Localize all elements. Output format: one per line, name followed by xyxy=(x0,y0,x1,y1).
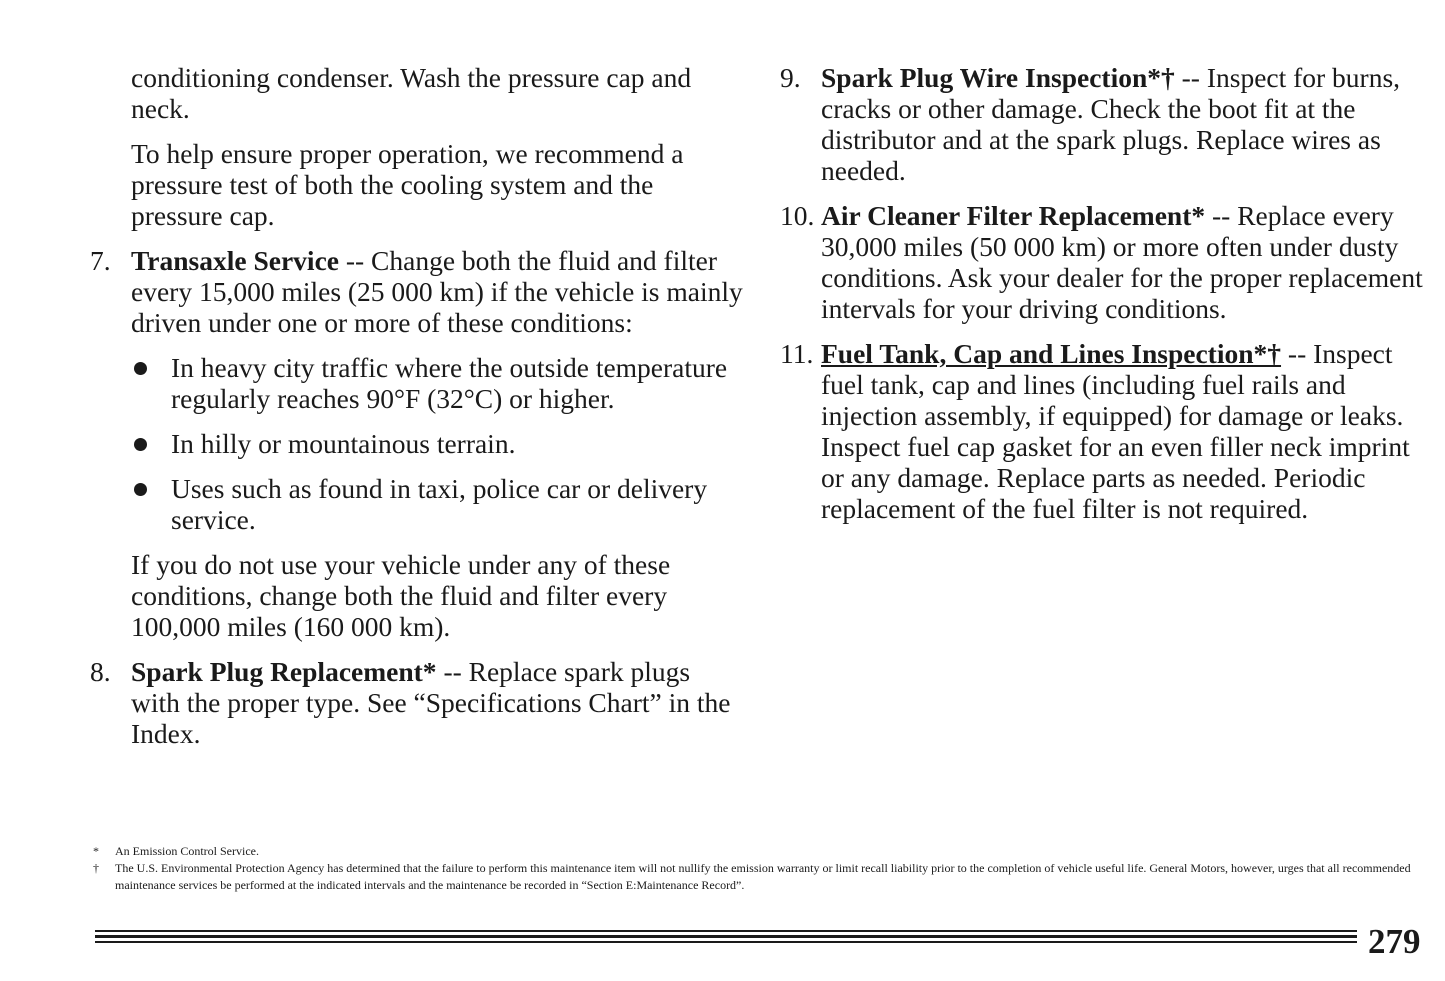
item-title: Air Cleaner Filter Replacement* xyxy=(821,200,1206,231)
list-item: In hilly or mountainous terrain. xyxy=(131,428,745,459)
right-column xyxy=(780,62,1430,538)
item-fuel-tank-inspection xyxy=(780,338,1430,524)
item-title: Fuel Tank, Cap and Lines Inspection*† xyxy=(821,338,1282,369)
item-spark-plug-wire-inspection xyxy=(780,62,1430,186)
item-number: 11. xyxy=(780,338,814,369)
item-number: 10. xyxy=(780,200,815,231)
footnotes xyxy=(93,843,1418,894)
left-column xyxy=(90,62,745,763)
item-number: 7. xyxy=(90,245,111,276)
item-text: -- Replace spark plugs with the proper type. See “Specifications Chart” in the Index. xyxy=(131,656,731,749)
conditions-list xyxy=(131,352,745,535)
footnote-epa xyxy=(93,860,1418,894)
paragraph-pressure-test: To help ensure proper operation, we recommend a pressure test of both the cooling system and the pressure cap. xyxy=(131,138,684,231)
list-item: In heavy city traffic where the outside temperature regularly reaches 90°F (32°C) or higher. xyxy=(131,352,745,414)
item-text: -- Change both the fluid and filter every 15,000 miles (25 000 km) if the vehicle is mainly driven under one or more of these conditions: xyxy=(131,245,743,338)
item-text: -- Inspect fuel tank, cap and lines (including fuel rails and injection assembly, if equipped) for damage or leaks. Inspect fuel cap gasket for an even filler neck imprint or any damage. Replace parts as needed. Periodic replacement of the fuel filter is not required. xyxy=(821,338,1410,524)
bullet-icon xyxy=(134,438,147,451)
item-title: Spark Plug Wire Inspection*† xyxy=(821,62,1175,93)
item-number: 8. xyxy=(90,656,111,687)
item-transaxle-service xyxy=(90,245,745,338)
footnote-symbol: † xyxy=(93,861,99,875)
item-text: -- Replace every 30,000 miles (50 000 km) or more often under dusty conditions. Ask your dealer for the proper replacement intervals for your driving conditions. xyxy=(821,200,1423,324)
item-spark-plug-replacement xyxy=(90,656,745,749)
footnote-emission xyxy=(93,843,1418,860)
bullet-icon xyxy=(134,483,147,496)
item-text: -- Inspect for burns, cracks or other damage. Check the boot fit at the distributor and at the spark plugs. Replace wires as needed. xyxy=(821,62,1401,186)
item-title: Transaxle Service xyxy=(131,245,339,276)
footnote-text: An Emission Control Service. xyxy=(115,844,259,858)
footnote-symbol: * xyxy=(93,844,99,858)
paragraph-normal-interval: If you do not use your vehicle under any of these conditions, change both the fluid and filter every 100,000 miles (160 000 km). xyxy=(131,549,671,642)
list-item: Uses such as found in taxi, police car or delivery service. xyxy=(131,473,745,535)
item-number: 9. xyxy=(780,62,801,93)
item-air-cleaner-filter xyxy=(780,200,1430,324)
paragraph-condenser: conditioning condenser. Wash the pressure cap and neck. xyxy=(131,62,692,124)
bullet-icon xyxy=(134,362,147,375)
item-title: Spark Plug Replacement* xyxy=(131,656,437,687)
page-number: 279 xyxy=(1368,922,1421,961)
footnote-text: The U.S. Environmental Protection Agency has determined that the failure to perform this maintenance item will not nullify the emission warranty or limit recall liability prior to the completion of vehicle useful life. General Motors, however, urges that all recommended maintenance services be performed at the indicated intervals and the maintenance be recorded in “Section E:Maintenance Record”. xyxy=(115,861,1411,892)
footer-rule xyxy=(95,930,1357,943)
